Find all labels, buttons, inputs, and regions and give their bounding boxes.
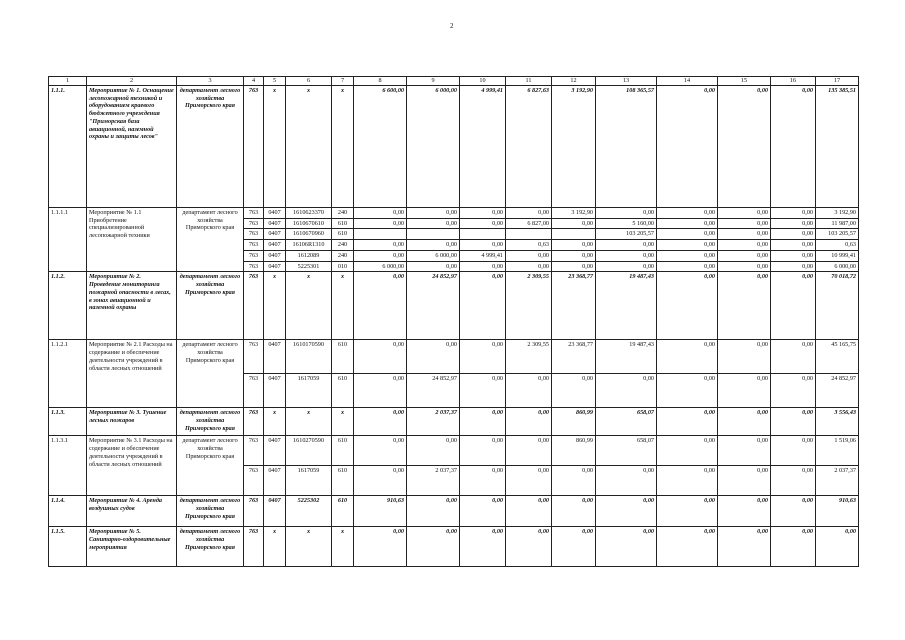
value-cell — [460, 229, 506, 240]
value-cell: 0,00 — [657, 207, 718, 218]
department: департамент лесного хозяйства Приморского края — [177, 527, 244, 567]
value-cell: 4 999,41 — [460, 85, 506, 207]
column-number: 17 — [816, 77, 859, 86]
department: департамент лесного хозяйства Приморского края — [177, 207, 244, 272]
value-cell: 2 037,37 — [407, 408, 460, 436]
sub-measure-row — [49, 436, 859, 466]
value-cell: 0,00 — [552, 374, 596, 408]
value-cell: 0,00 — [718, 229, 771, 240]
column-number: 11 — [506, 77, 552, 86]
value-cell: 0,00 — [506, 250, 552, 261]
value-cell: 0,00 — [460, 436, 506, 466]
value-cell: 0,00 — [407, 340, 460, 374]
value-cell: 0,00 — [771, 436, 816, 466]
measure-row — [49, 272, 859, 340]
value-cell: х — [332, 85, 354, 207]
value-cell: 240 — [332, 250, 354, 261]
value-cell: 0,00 — [460, 408, 506, 436]
value-cell: 0,00 — [657, 272, 718, 340]
value-cell: 0407 — [264, 340, 286, 374]
value-cell: 240 — [332, 240, 354, 251]
value-cell: 70 018,72 — [816, 272, 859, 340]
value-cell: 2 037,37 — [407, 466, 460, 496]
value-cell: х — [264, 408, 286, 436]
value-cell — [552, 229, 596, 240]
value-cell: 0,00 — [506, 207, 552, 218]
value-cell: 610 — [332, 466, 354, 496]
value-cell: 0407 — [264, 436, 286, 466]
value-cell: 658,07 — [596, 436, 657, 466]
value-cell: 135 385,51 — [816, 85, 859, 207]
value-cell: 0,00 — [596, 527, 657, 567]
value-cell: 763 — [244, 496, 264, 527]
value-cell: 0407 — [264, 466, 286, 496]
row-code: 1.1.3.1 — [49, 436, 87, 496]
value-cell: 0,00 — [718, 374, 771, 408]
value-cell: 103 205,57 — [596, 229, 657, 240]
value-cell: 0,00 — [718, 496, 771, 527]
value-cell: 0,00 — [718, 340, 771, 374]
value-cell: 0,00 — [552, 261, 596, 272]
value-cell: 0,00 — [354, 240, 407, 251]
value-cell: 10 999,41 — [816, 250, 859, 261]
value-cell: х — [286, 85, 332, 207]
value-cell: 0,00 — [506, 496, 552, 527]
row-code: 1.1.4. — [49, 496, 87, 527]
column-number: 1 — [49, 77, 87, 86]
value-cell: х — [332, 408, 354, 436]
value-cell: 0,00 — [460, 218, 506, 229]
value-cell: 0,00 — [407, 527, 460, 567]
value-cell: 6 000,00 — [407, 250, 460, 261]
department: департамент лесного хозяйства Приморского края — [177, 436, 244, 496]
value-cell: 1610270590 — [286, 436, 332, 466]
value-cell: 763 — [244, 466, 264, 496]
column-number: 6 — [286, 77, 332, 86]
value-cell: 0,00 — [771, 466, 816, 496]
value-cell: 763 — [244, 250, 264, 261]
value-cell: 610 — [332, 374, 354, 408]
value-cell: 0,00 — [506, 374, 552, 408]
value-cell: 763 — [244, 272, 264, 340]
value-cell: 0,00 — [771, 408, 816, 436]
value-cell: 0,00 — [771, 272, 816, 340]
value-cell: 610 — [332, 436, 354, 466]
value-cell: 763 — [244, 527, 264, 567]
value-cell: 763 — [244, 374, 264, 408]
value-cell: 0,00 — [460, 527, 506, 567]
measure-row — [49, 85, 859, 207]
value-cell: х — [286, 272, 332, 340]
value-cell: 610 — [332, 218, 354, 229]
value-cell: 6 000,00 — [354, 261, 407, 272]
value-cell: 0,63 — [816, 240, 859, 251]
value-cell: 1612089 — [286, 250, 332, 261]
value-cell: 0,00 — [657, 250, 718, 261]
value-cell: х — [286, 527, 332, 567]
value-cell: 23 368,77 — [552, 340, 596, 374]
value-cell: 2 037,37 — [816, 466, 859, 496]
value-cell: 763 — [244, 408, 264, 436]
value-cell: 0,00 — [718, 207, 771, 218]
value-cell — [407, 229, 460, 240]
value-cell: 0407 — [264, 261, 286, 272]
value-cell: 010 — [332, 261, 354, 272]
value-cell: 0,00 — [407, 218, 460, 229]
value-cell: 24 852,97 — [407, 272, 460, 340]
value-cell: 0,00 — [596, 261, 657, 272]
column-number: 14 — [657, 77, 718, 86]
value-cell: 1610170590 — [286, 340, 332, 374]
value-cell: 4 999,41 — [460, 250, 506, 261]
value-cell: 0,00 — [506, 436, 552, 466]
value-cell — [506, 229, 552, 240]
value-cell: 0,00 — [596, 496, 657, 527]
value-cell: 0,00 — [354, 374, 407, 408]
column-number: 4 — [244, 77, 264, 86]
sub-measure-row — [49, 207, 859, 218]
column-number: 8 — [354, 77, 407, 86]
value-cell: 0,00 — [657, 85, 718, 207]
value-cell: 0,00 — [354, 250, 407, 261]
value-cell: 0,00 — [407, 496, 460, 527]
value-cell: 11 987,00 — [816, 218, 859, 229]
value-cell: х — [264, 272, 286, 340]
value-cell: 610 — [332, 496, 354, 527]
value-cell: 0,00 — [506, 527, 552, 567]
value-cell: 763 — [244, 261, 264, 272]
measure-name: Мероприятие № 3.1 Расходы на содержание и обеспечение деятельности учреждений в области лесных отношений — [87, 436, 177, 496]
value-cell: 3 192,90 — [552, 207, 596, 218]
column-number: 3 — [177, 77, 244, 86]
value-cell: 24 852,97 — [407, 374, 460, 408]
measure-name: Мероприятие № 1.1 Приобретение специализированной лесопожарной техники — [87, 207, 177, 272]
department: департамент лесного хозяйства Приморского края — [177, 85, 244, 207]
value-cell: 0,00 — [596, 207, 657, 218]
value-cell: 2 309,55 — [506, 340, 552, 374]
value-cell: 19 487,43 — [596, 272, 657, 340]
row-code: 1.1.1. — [49, 85, 87, 207]
value-cell: 0,00 — [354, 207, 407, 218]
measure-row — [49, 408, 859, 436]
value-cell: 0,00 — [771, 229, 816, 240]
value-cell: 3 192,90 — [816, 207, 859, 218]
value-cell: 658,07 — [596, 408, 657, 436]
value-cell: 0,00 — [657, 466, 718, 496]
column-number: 12 — [552, 77, 596, 86]
value-cell: 1610670610 — [286, 218, 332, 229]
value-cell: 103 205,57 — [816, 229, 859, 240]
measure-name: Мероприятие № 4. Аренда воздушных судов — [87, 496, 177, 527]
value-cell: 0,00 — [718, 261, 771, 272]
value-cell: 0,00 — [506, 466, 552, 496]
column-number: 10 — [460, 77, 506, 86]
row-code: 1.1.3. — [49, 408, 87, 436]
value-cell: 0,00 — [816, 527, 859, 567]
value-cell — [354, 229, 407, 240]
value-cell: 0,63 — [506, 240, 552, 251]
value-cell: 6 827,63 — [506, 85, 552, 207]
value-cell: х — [264, 85, 286, 207]
value-cell: 6 600,00 — [354, 85, 407, 207]
value-cell: 0,00 — [657, 261, 718, 272]
value-cell: 0,00 — [718, 436, 771, 466]
value-cell: 0,00 — [460, 340, 506, 374]
value-cell: 0,00 — [552, 466, 596, 496]
value-cell: 0,00 — [354, 466, 407, 496]
value-cell: 0,00 — [771, 340, 816, 374]
department: департамент лесного хозяйства Приморского края — [177, 496, 244, 527]
row-code: 1.1.2.1 — [49, 340, 87, 408]
value-cell: 610 — [332, 229, 354, 240]
value-cell: 240 — [332, 207, 354, 218]
value-cell: 0,00 — [771, 218, 816, 229]
value-cell: 0,00 — [718, 408, 771, 436]
value-cell: 2 309,55 — [506, 272, 552, 340]
value-cell: 0,00 — [657, 374, 718, 408]
value-cell: 0,00 — [407, 436, 460, 466]
value-cell: 0,00 — [552, 240, 596, 251]
value-cell: 5 160,00 — [596, 218, 657, 229]
value-cell: 0,00 — [657, 436, 718, 466]
column-number: 2 — [87, 77, 177, 86]
value-cell: х — [332, 272, 354, 340]
value-cell: 0,00 — [354, 527, 407, 567]
sub-measure-row — [49, 340, 859, 374]
value-cell: 0,00 — [718, 250, 771, 261]
value-cell: 16106R1310 — [286, 240, 332, 251]
value-cell: 0,00 — [657, 527, 718, 567]
value-cell: 763 — [244, 229, 264, 240]
value-cell: х — [286, 408, 332, 436]
value-cell: 0,00 — [657, 229, 718, 240]
department: департамент лесного хозяйства Приморского края — [177, 408, 244, 436]
value-cell: 0,00 — [354, 218, 407, 229]
row-code: 1.1.2. — [49, 272, 87, 340]
value-cell: 1610623370 — [286, 207, 332, 218]
value-cell: 0,00 — [460, 496, 506, 527]
value-cell: 0,00 — [657, 340, 718, 374]
measure-row — [49, 496, 859, 527]
row-code: 1.1.1.1 — [49, 207, 87, 272]
value-cell: 0,00 — [771, 85, 816, 207]
value-cell: 0,00 — [506, 261, 552, 272]
value-cell: 1617059 — [286, 466, 332, 496]
value-cell: 0407 — [264, 240, 286, 251]
header-row — [49, 77, 859, 86]
value-cell: 0,00 — [771, 250, 816, 261]
value-cell: 19 487,43 — [596, 340, 657, 374]
value-cell: 0,00 — [718, 218, 771, 229]
value-cell: 763 — [244, 436, 264, 466]
value-cell: 860,99 — [552, 436, 596, 466]
value-cell: 0,00 — [771, 374, 816, 408]
value-cell: 0,00 — [718, 527, 771, 567]
value-cell: 0,00 — [596, 374, 657, 408]
value-cell: 763 — [244, 240, 264, 251]
value-cell: 0,00 — [596, 250, 657, 261]
value-cell: 0,00 — [407, 261, 460, 272]
value-cell: 0,00 — [506, 408, 552, 436]
value-cell: 910,63 — [816, 496, 859, 527]
department: департамент лесного хозяйства Приморского края — [177, 340, 244, 408]
value-cell: 0,00 — [460, 240, 506, 251]
value-cell: 0,00 — [552, 496, 596, 527]
value-cell: 1617059 — [286, 374, 332, 408]
value-cell: 5225302 — [286, 496, 332, 527]
value-cell: 0407 — [264, 229, 286, 240]
value-cell: 0,00 — [460, 207, 506, 218]
budget-table — [48, 76, 859, 567]
value-cell: 0,00 — [657, 240, 718, 251]
value-cell: 5225301 — [286, 261, 332, 272]
column-number: 13 — [596, 77, 657, 86]
value-cell: 0,00 — [718, 466, 771, 496]
value-cell: 0,00 — [718, 240, 771, 251]
value-cell: 6 000,00 — [816, 261, 859, 272]
value-cell: 0,00 — [771, 240, 816, 251]
value-cell: 0,00 — [354, 436, 407, 466]
value-cell: х — [332, 527, 354, 567]
value-cell: 0,00 — [771, 207, 816, 218]
value-cell: 1 519,06 — [816, 436, 859, 466]
page-number: 2 — [450, 22, 454, 30]
value-cell: 0,00 — [657, 408, 718, 436]
value-cell: 0,00 — [552, 527, 596, 567]
measure-row — [49, 527, 859, 567]
measure-name: Мероприятие № 3. Тушение лесных пожаров — [87, 408, 177, 436]
value-cell: 0,00 — [407, 207, 460, 218]
value-cell: 0,00 — [460, 272, 506, 340]
value-cell: 0,00 — [460, 261, 506, 272]
value-cell: 0,00 — [460, 466, 506, 496]
value-cell: 0,00 — [460, 374, 506, 408]
column-number: 15 — [718, 77, 771, 86]
value-cell: 0407 — [264, 496, 286, 527]
value-cell: 0,00 — [718, 85, 771, 207]
value-cell: 6 000,00 — [407, 85, 460, 207]
value-cell: 6 827,00 — [506, 218, 552, 229]
value-cell: 1610670960 — [286, 229, 332, 240]
row-code: 1.1.5. — [49, 527, 87, 567]
value-cell: 23 368,77 — [552, 272, 596, 340]
value-cell: 0407 — [264, 218, 286, 229]
value-cell: 0407 — [264, 207, 286, 218]
column-number: 7 — [332, 77, 354, 86]
value-cell: 0407 — [264, 374, 286, 408]
department: департамент лесного хозяйства Приморского края — [177, 272, 244, 340]
value-cell: 0,00 — [657, 496, 718, 527]
value-cell: 0,00 — [771, 261, 816, 272]
value-cell: 763 — [244, 218, 264, 229]
value-cell: 763 — [244, 207, 264, 218]
measure-name: Мероприятие № 2.1 Расходы на содержание и обеспечение деятельности учреждений в области лесных отношений — [87, 340, 177, 408]
value-cell: 610 — [332, 340, 354, 374]
value-cell: 0,00 — [552, 250, 596, 261]
value-cell: 763 — [244, 85, 264, 207]
measure-name: Мероприятие № 2. Проведение мониторинга пожарной опасности в лесах, в зонах авиационной и наземной охраны — [87, 272, 177, 340]
column-number: 9 — [407, 77, 460, 86]
value-cell: 108 365,57 — [596, 85, 657, 207]
value-cell: 763 — [244, 340, 264, 374]
value-cell: 0,00 — [407, 240, 460, 251]
value-cell: 0,00 — [354, 340, 407, 374]
value-cell: 0,00 — [596, 466, 657, 496]
value-cell: 0,00 — [596, 240, 657, 251]
value-cell: 0,00 — [771, 527, 816, 567]
value-cell: 0407 — [264, 250, 286, 261]
value-cell: 0,00 — [771, 496, 816, 527]
value-cell: х — [264, 527, 286, 567]
measure-name: Мероприятие № 5. Санитарно-оздоровительные мероприятия — [87, 527, 177, 567]
value-cell: 0,00 — [657, 218, 718, 229]
value-cell: 24 852,97 — [816, 374, 859, 408]
value-cell: 3 192,90 — [552, 85, 596, 207]
value-cell: 45 165,75 — [816, 340, 859, 374]
measure-name: Мероприятие № 1. Оснащение лесопожарной техникой и оборудованием краевого бюджетного учреждения "Приморская база авиационной, наземной охраны и защиты лесов" — [87, 85, 177, 207]
value-cell: 0,00 — [354, 408, 407, 436]
value-cell: 860,99 — [552, 408, 596, 436]
value-cell: 0,00 — [354, 272, 407, 340]
value-cell: 0,00 — [552, 218, 596, 229]
column-number: 5 — [264, 77, 286, 86]
column-number: 16 — [771, 77, 816, 86]
value-cell: 0,00 — [718, 272, 771, 340]
value-cell: 910,63 — [354, 496, 407, 527]
value-cell: 3 556,43 — [816, 408, 859, 436]
